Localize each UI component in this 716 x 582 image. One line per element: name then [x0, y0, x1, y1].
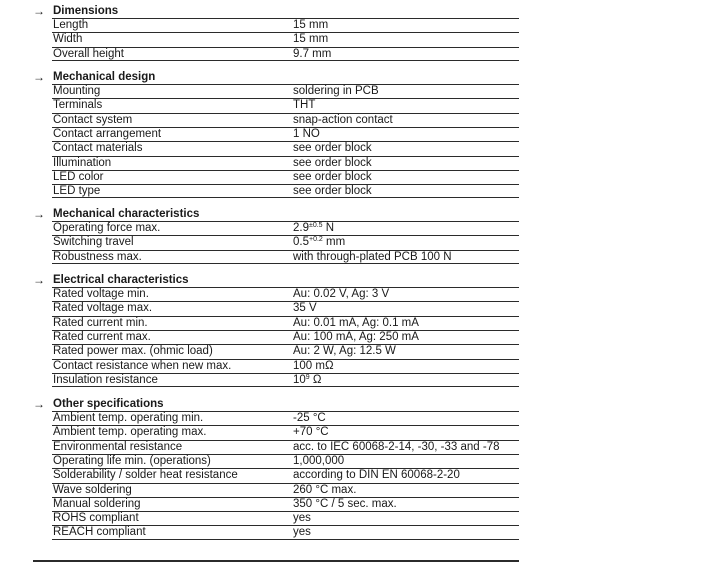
spec-label: Contact resistance when new max. [53, 359, 232, 372]
spec-value-unit: N [322, 222, 335, 234]
spec-label: Contact materials [53, 142, 143, 155]
spec-label: Terminals [53, 99, 103, 112]
spec-row [52, 373, 519, 387]
spec-value-text: acc. to IEC 60068-2-14, -30, -33 and -78 [293, 440, 500, 453]
spec-label: Wave soldering [53, 483, 132, 496]
spec-label: Width [53, 33, 83, 46]
section-title: Mechanical characteristics [53, 208, 200, 220]
spec-label: Operating life min. (operations) [53, 454, 211, 467]
spec-value [293, 426, 329, 439]
spec-value [293, 374, 322, 387]
spec-row [52, 411, 519, 425]
spec-value [293, 455, 344, 468]
spec-value [293, 85, 379, 98]
spec-value-text: 10 [293, 373, 306, 386]
spec-value-text: 2.9 [293, 222, 309, 234]
spec-value-text: THT [293, 99, 316, 112]
spec-value [293, 469, 460, 482]
section-title: Electrical characteristics [53, 274, 189, 286]
spec-row [52, 170, 519, 184]
spec-row [52, 47, 519, 61]
spec-row [52, 316, 519, 330]
spec-value-text: Au: 0.02 V, Ag: 3 V [293, 288, 390, 300]
spec-value [293, 157, 372, 170]
spec-row [52, 84, 519, 98]
arrow-right-icon: → [33, 4, 45, 18]
spec-row [52, 32, 519, 46]
spec-row [52, 344, 519, 358]
spec-row [52, 425, 519, 439]
spec-value-text: 260 °C max. [293, 483, 357, 496]
spec-value [293, 128, 320, 141]
spec-value-text: Au: 0.01 mA, Ag: 0.1 mA [293, 316, 419, 329]
spec-value [293, 114, 393, 127]
spec-value-unit: Ω [309, 373, 322, 386]
spec-row [52, 287, 519, 301]
spec-value-text: +70 °C [293, 426, 329, 439]
spec-row [52, 454, 519, 468]
spec-label: Insulation resistance [53, 373, 158, 386]
spec-row [52, 221, 519, 235]
spec-value [293, 236, 345, 249]
spec-label: LED color [53, 170, 104, 183]
spec-value-text: 100 mΩ [293, 359, 334, 372]
spec-row [52, 18, 519, 32]
spec-value [293, 331, 419, 344]
spec-value [293, 498, 397, 511]
spec-value [293, 33, 328, 46]
spec-label: Length [53, 19, 89, 31]
spec-value [293, 48, 331, 61]
spec-label: Manual soldering [53, 497, 141, 510]
spec-row [52, 156, 519, 170]
spec-value-text: yes [293, 526, 311, 539]
spec-label: Environmental resistance [53, 440, 183, 453]
arrow-right-icon: → [33, 273, 45, 287]
spec-row [52, 440, 519, 454]
spec-value-text: soldering in PCB [293, 85, 379, 97]
spec-value [293, 19, 328, 32]
spec-value [293, 222, 334, 235]
spec-row [52, 184, 519, 198]
spec-value-text: 1,000,000 [293, 454, 345, 467]
spec-label: LED type [53, 185, 101, 198]
spec-label: Mounting [53, 85, 101, 97]
spec-value [293, 360, 334, 373]
arrow-right-icon: → [33, 397, 45, 411]
spec-value [293, 251, 452, 264]
spec-row [52, 113, 519, 127]
spec-value-unit: mm [322, 236, 346, 249]
spec-value-superscript: 9 [305, 373, 310, 381]
spec-row [52, 330, 519, 344]
section-title: Other specifications [53, 398, 164, 410]
spec-value-text: 35 V [293, 302, 317, 315]
spec-label: Rated voltage min. [53, 288, 149, 300]
spec-row [52, 468, 519, 482]
spec-label: Rated current min. [53, 316, 148, 329]
bottom-divider [33, 560, 519, 562]
spec-value-text: snap-action contact [293, 113, 393, 126]
spec-value [293, 171, 372, 184]
spec-label: Robustness max. [53, 250, 142, 263]
spec-value [293, 526, 311, 539]
spec-value-text: see order block [293, 185, 372, 198]
spec-row [52, 497, 519, 511]
spec-value-text: according to DIN EN 60068-2-20 [293, 469, 460, 482]
section-title: Mechanical design [53, 71, 156, 83]
spec-value [293, 345, 396, 358]
spec-value [293, 142, 372, 155]
spec-label: Contact arrangement [53, 127, 162, 140]
spec-row [52, 525, 519, 539]
arrow-right-icon: → [33, 207, 45, 221]
spec-value [293, 302, 317, 315]
spec-label: ROHS compliant [53, 512, 139, 525]
spec-row [52, 235, 519, 249]
arrow-right-icon: → [33, 70, 45, 84]
spec-label: Illumination [53, 156, 112, 169]
spec-label: Ambient temp. operating max. [53, 426, 207, 439]
spec-value-text: see order block [293, 170, 372, 183]
spec-label: REACH compliant [53, 526, 146, 539]
spec-value [293, 441, 499, 454]
spec-value-text: with through-plated PCB 100 N [293, 250, 452, 263]
spec-value [293, 512, 311, 525]
spec-label: Ambient temp. operating min. [53, 412, 204, 424]
spec-value [293, 317, 419, 330]
spec-value [293, 484, 356, 497]
spec-value-text: 15 mm [293, 33, 329, 46]
spec-label: Rated current max. [53, 330, 151, 343]
spec-value-text: see order block [293, 142, 372, 155]
spec-value-text: Au: 100 mA, Ag: 250 mA [293, 330, 419, 343]
spec-row [52, 127, 519, 141]
spec-value-text: 9.7 mm [293, 47, 332, 60]
spec-row [52, 359, 519, 373]
spec-value-superscript: ±0.5 [309, 222, 323, 229]
spec-value [293, 412, 326, 425]
spec-row [52, 301, 519, 315]
spec-row [52, 250, 519, 264]
spec-value-text: 15 mm [293, 19, 329, 31]
spec-row [52, 141, 519, 155]
spec-label: Overall height [53, 47, 124, 60]
spec-label: Rated voltage max. [53, 302, 153, 315]
spec-label: Solderability / solder heat resistance [53, 469, 238, 482]
spec-value [293, 185, 372, 198]
spec-value-text: 0.5 [293, 236, 309, 249]
spec-value-text: yes [293, 512, 311, 525]
spec-value-text: 350 °C / 5 sec. max. [293, 497, 397, 510]
spec-value-text: see order block [293, 156, 372, 169]
spec-label: Operating force max. [53, 222, 161, 234]
spec-label: Switching travel [53, 236, 134, 249]
spec-row [52, 483, 519, 497]
spec-label: Rated power max. (ohmic load) [53, 345, 213, 358]
spec-value-text: Au: 2 W, Ag: 12.5 W [293, 345, 396, 358]
spec-value-superscript: +0.2 [309, 236, 323, 244]
spec-value [293, 288, 389, 301]
spec-value-text: 1 NO [293, 127, 320, 140]
spec-label: Contact system [53, 113, 133, 126]
spec-row [52, 98, 519, 112]
spec-row [52, 511, 519, 525]
section-title: Dimensions [53, 5, 119, 17]
spec-value [293, 99, 315, 112]
spec-value-text: -25 °C [293, 412, 326, 424]
